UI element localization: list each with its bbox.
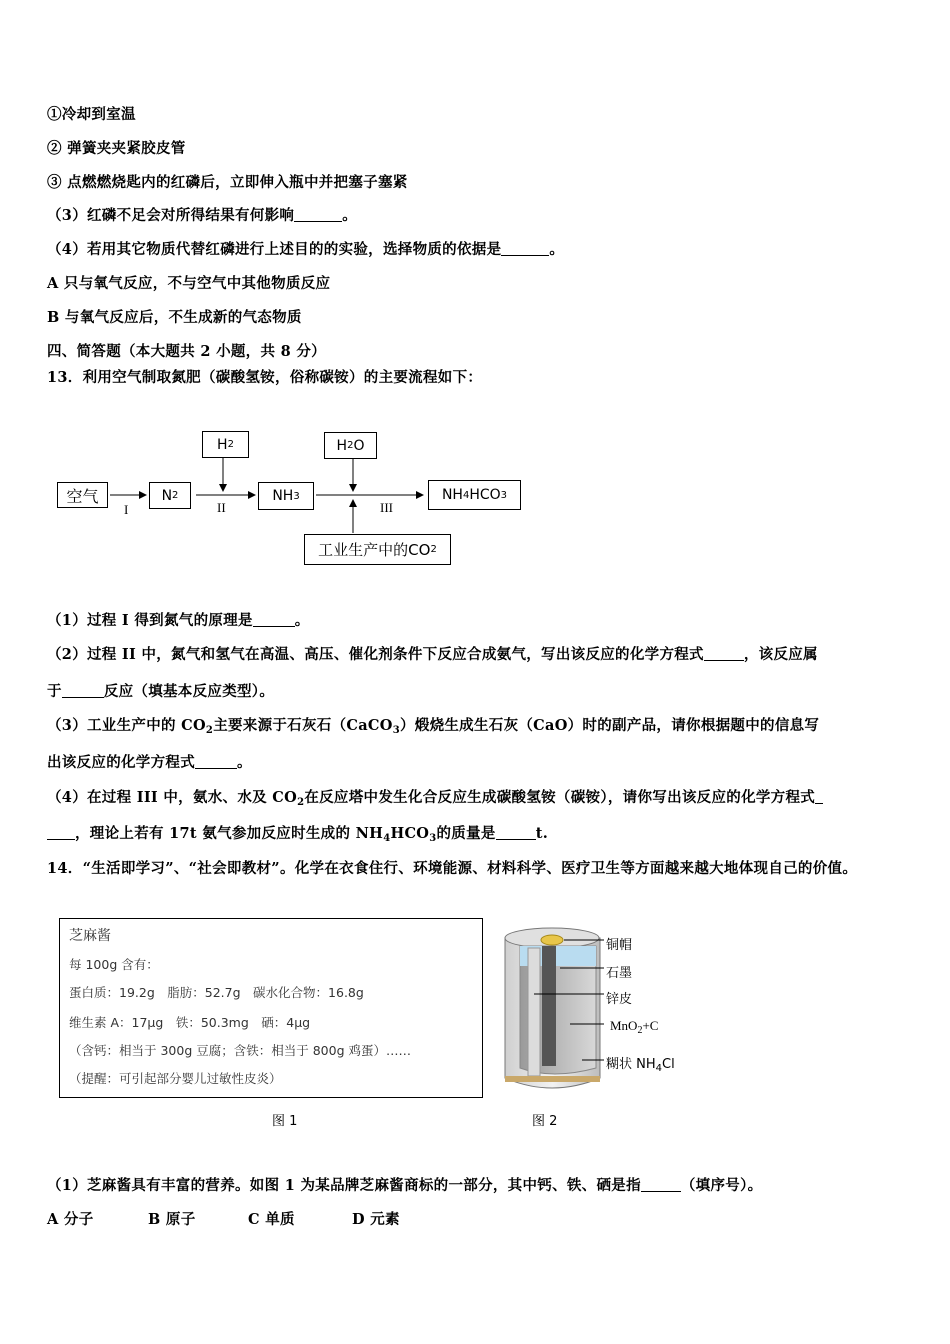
- answer-blank[interactable]: [62, 684, 104, 698]
- flow-box-h2o: H 2 O: [324, 432, 377, 459]
- label-line: 维生素 A：17μg 铁：50.3mg 硒：4μg: [69, 1015, 311, 1030]
- label-line: 每 100g 含有：: [69, 957, 159, 972]
- graphite-rod: [542, 946, 556, 1066]
- answer-blank[interactable]: [496, 826, 536, 840]
- q14-option-a[interactable]: A 分子: [47, 1211, 94, 1228]
- q13-part3-line1: （3）工业生产中的 $CO_2$主要来源于石灰石（CaCO$_3$）煅烧生成生石灰（CaO）时的副产品，请你根据题中的信息写: [47, 717, 820, 736]
- step-cool: ①冷却到室温: [47, 106, 136, 123]
- q13-part4-line2: ，理论上若有 17t 氨气参加反应时生成的 $NH_4HCO_3$的质量是 t.: [47, 822, 548, 844]
- battery-label-zinc: 锌皮: [606, 992, 633, 1007]
- answer-blank[interactable]: [253, 613, 295, 627]
- flow-box-product: NH 4 HCO 3: [428, 480, 521, 510]
- battery-label-mno2: MnO$_2$+C: [610, 1018, 659, 1036]
- label-line: 蛋白质：19.2g 脂肪：52.7g 碳水化合物：16.8g: [69, 985, 364, 1000]
- label-title: 芝麻酱: [69, 928, 111, 944]
- battery-diagram: [500, 918, 620, 1098]
- answer-blank[interactable]: [815, 790, 823, 804]
- battery-label-graphite: 石墨: [606, 966, 633, 981]
- q13-part2-line1: （2）过程 II 中，氮气和氢气在高温、高压、催化剂条件下反应合成氨气，写出该反应的化学方程式 ，该反应属: [47, 646, 818, 663]
- q14-title: 14．“生活即学习”、“社会即教材”。化学在衣食住行、环境能源、材料科学、医疗卫生等方面越来越大地体现自己的价值。: [47, 860, 858, 877]
- q13-part1: （1）过程 I 得到氮气的原理是 。: [47, 612, 310, 629]
- answer-blank[interactable]: [47, 826, 75, 840]
- flow-box-air: 空气: [57, 482, 108, 508]
- q13-title: 13．利用空气制取氮肥（碳酸氢铵，俗称碳铵）的主要流程如下：: [47, 369, 483, 386]
- flow-box-n2: N 2: [149, 482, 191, 509]
- step-clamp: ② 弹簧夹夹紧胶皮管: [47, 140, 186, 157]
- flow-label-step2: II: [217, 500, 226, 515]
- q14-part1: （1）芝麻酱具有丰富的营养。如图 1 为某品牌芝麻酱商标的一部分，其中钙、铁、硒是指 （填序号）。: [47, 1177, 763, 1194]
- q14-option-d[interactable]: D 元素: [352, 1211, 400, 1228]
- flow-label-step3: III: [380, 500, 393, 515]
- copper-cap: [541, 935, 563, 945]
- label-line: （提醒：可引起部分婴儿过敏性皮炎）: [69, 1071, 282, 1086]
- battery-label-paste: 糊状 $NH_4Cl$: [606, 1057, 675, 1074]
- q13-part2-line2: 于 反应（填基本反应类型）。: [47, 683, 275, 700]
- flow-box-nh3: NH 3: [258, 482, 314, 510]
- q14-option-c[interactable]: C 单质: [248, 1211, 295, 1228]
- figure2-caption: 图 2: [532, 1114, 558, 1129]
- label-line: （含钙：相当于 300g 豆腐；含铁：相当于 800g 鸡蛋）……: [69, 1043, 411, 1058]
- step-ignite: ③ 点燃燃烧匙内的红磷后，立即伸入瓶中并把塞子塞紧: [47, 174, 408, 191]
- answer-blank[interactable]: [704, 647, 744, 661]
- battery-bottom: [505, 1076, 600, 1082]
- answer-blank[interactable]: [294, 208, 342, 222]
- battery-label-cap: 铜帽: [606, 938, 633, 953]
- q12-part4: （4）若用其它物质代替红磷进行上述目的的实验，选择物质的依据是 。: [47, 241, 565, 258]
- flow-box-h2: H 2: [202, 431, 249, 458]
- flow-box-co2: 工业生产中的CO 2: [304, 534, 451, 565]
- q12-option-b: B 与氧气反应后，不生成新的气态物质: [47, 309, 302, 326]
- q13-part4-line1: （4）在过程 III 中，氨水、水及 $CO_2$在反应塔中发生化合反应生成碳酸氢铵（碳铵），请你写出该反应的化学方程式: [47, 786, 823, 808]
- flow-label-step1: I: [124, 502, 129, 517]
- answer-blank[interactable]: [195, 755, 237, 769]
- answer-blank[interactable]: [641, 1178, 681, 1192]
- battery-zinc-wall: [528, 948, 540, 1076]
- q14-option-b[interactable]: B 原子: [148, 1211, 196, 1228]
- figure1-caption: 图 1: [272, 1114, 298, 1129]
- section-heading: 四、简答题（本大题共 2 小题，共 8 分）: [47, 343, 326, 360]
- q12-part3: （3）红磷不足会对所得结果有何影响 。: [47, 207, 357, 224]
- q13-part3-line2: 出该反应的化学方程式 。: [47, 754, 252, 771]
- sesame-label-panel: [59, 918, 483, 1098]
- answer-blank[interactable]: [501, 242, 549, 256]
- q12-option-a: A 只与氧气反应，不与空气中其他物质反应: [47, 275, 331, 292]
